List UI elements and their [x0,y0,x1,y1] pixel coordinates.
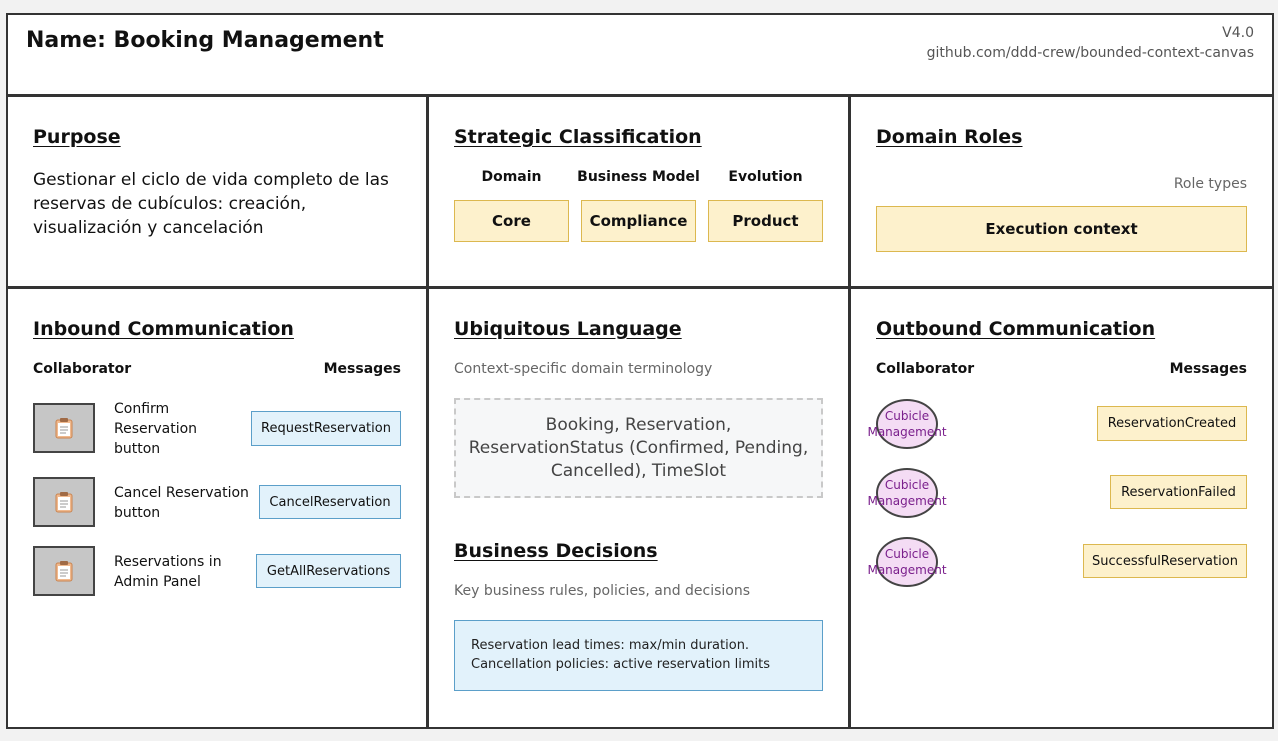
business-decisions-subtitle: Key business rules, policies, and decisions [454,583,751,599]
ubiquitous-language-title: Ubiquitous Language [454,318,682,340]
clipboard-icon [33,403,95,453]
clipboard-icon [33,546,95,596]
domain-value: Core [454,200,569,242]
version-info [927,23,1254,63]
evolution-value: Product [708,200,823,242]
inbound-message: GetAllReservations [256,554,401,588]
header-divider [6,94,1274,97]
ubiquitous-language-subtitle: Context-specific domain terminology [454,361,713,377]
inbound-message: RequestReservation [251,411,401,446]
inbound-communication-title: Inbound Communication [33,318,294,340]
outbound-collaborator: Cubicle Management [867,478,947,508]
business-model-value: Compliance [581,200,696,242]
purpose-title: Purpose [33,126,121,148]
clipboard-icon [33,477,95,527]
domain-role-value: Execution context [876,206,1247,252]
source-link[interactable]: github.com/ddd-crew/bounded-context-canvas [926,45,1254,61]
outbound-messages-label: Messages [1169,361,1247,377]
outbound-message: ReservationCreated [1097,406,1247,441]
version-number: V4.0 [1222,25,1254,41]
outbound-message: SuccessfulReservation [1083,544,1247,578]
business-decision-note: Reservation lead times: max/min duration. Cancellation policies: active reservation limits [454,620,823,691]
outbound-collaborator: Cubicle Management [867,547,947,577]
strategic-classification-title: Strategic Classification [454,126,702,148]
evolution-label: Evolution [728,169,803,185]
ubiquitous-language-terms: Booking, Reservation, ReservationStatus (Confirmed, Pending, Cancelled), TimeSlot [454,398,823,498]
inbound-message: CancelReservation [259,485,401,519]
outbound-communication-title: Outbound Communication [876,318,1156,340]
business-decisions-title: Business Decisions [454,540,658,562]
role-types-label: Role types [1173,176,1247,192]
purpose-text: Gestionar el ciclo de vida completo de las reservas de cubículos: creación, visualización y cancelación [33,170,389,238]
row-divider [6,286,1274,289]
outbound-collaborator-label: Collaborator [876,361,975,377]
canvas-name: Name: Booking Management [26,28,384,53]
inbound-collaborator: Reservations in Admin Panel [114,554,222,590]
inbound-messages-label: Messages [323,361,401,377]
inbound-collaborator: Cancel Reservation button [114,485,249,521]
business-model-label: Business Model [577,169,700,185]
domain-roles-title: Domain Roles [876,126,1023,148]
domain-label: Domain [481,169,542,185]
column-divider-right [848,94,851,729]
inbound-collaborator: Confirm Reservation button [114,401,198,457]
column-divider-left [426,94,429,729]
outbound-collaborator: Cubicle Management [867,409,947,439]
inbound-collaborator-label: Collaborator [33,361,132,377]
outbound-message: ReservationFailed [1110,475,1247,509]
